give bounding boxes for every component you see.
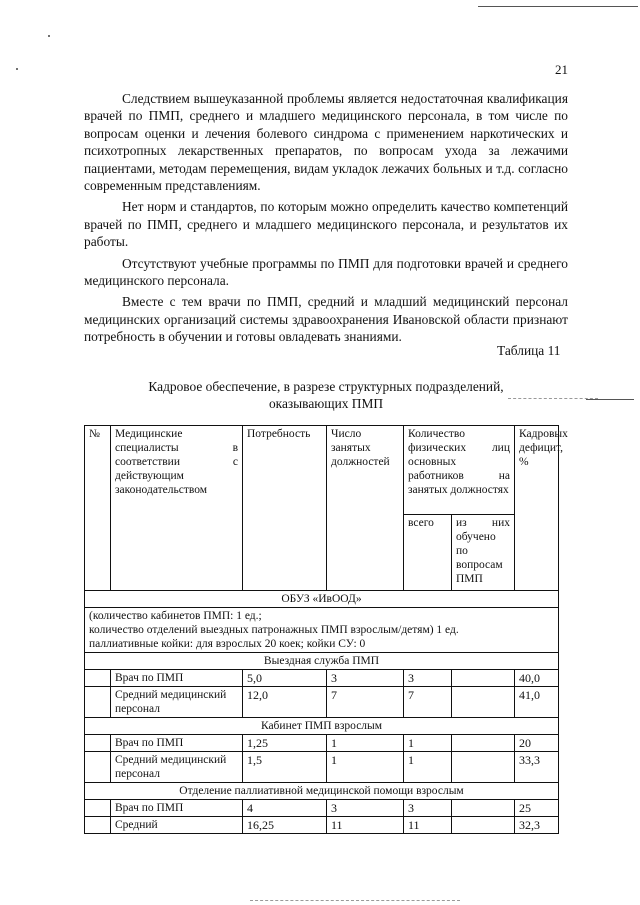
cell-num [85,817,111,834]
cell-specialist: Средний медицинский персонал [111,752,243,783]
table-row [85,687,559,718]
table-row [85,735,559,752]
table-number: Таблица 11 [497,343,561,358]
section-title: Кабинет ПМП взрослым [85,718,559,735]
cell-occupied: 3 [327,670,404,687]
table-caption [84,378,568,412]
section-title: Отделение паллиативной медицинской помощи взрослым [85,783,559,800]
cell-num [85,670,111,687]
organization-detail-line: (количество кабинетов ПМП: 1 ед.; [89,610,262,622]
header-num: № [85,426,111,591]
cell-trained [452,752,515,783]
header-occupied: Число занятых должностей [327,426,404,591]
header-specialists: Медицинские специалисты в соответствии с действующим законодательством [111,426,243,591]
cell-trained [452,670,515,687]
table-row [85,800,559,817]
organization-details [85,608,559,653]
scan-speck [48,35,50,37]
cell-need: 12,0 [243,687,327,718]
cell-total: 3 [404,800,452,817]
cell-deficit: 25 [515,800,559,817]
cell-total: 1 [404,735,452,752]
table-row [85,817,559,834]
cell-need: 5,0 [243,670,327,687]
cell-total: 11 [404,817,452,834]
scan-speck [16,68,18,70]
cell-specialist: Врач по ПМП [111,735,243,752]
header-total: всего [404,515,452,591]
cell-trained [452,817,515,834]
cell-occupied: 1 [327,735,404,752]
cell-specialist: Врач по ПМП [111,670,243,687]
staffing-table [84,425,568,834]
header-deficit: Кадровых дефицит, % [515,426,559,591]
cell-specialist: Врач по ПМП [111,800,243,817]
cell-occupied: 7 [327,687,404,718]
cell-num [85,687,111,718]
cell-deficit: 41,0 [515,687,559,718]
paragraph: Нет норм и стандартов, по которым можно определить качество компетенций врачей по ПМП, среднего и младшего медицинского персонала, и результатов их работы. [84,199,568,250]
cell-need: 1,25 [243,735,327,752]
table-caption-line: оказывающих ПМП [268,396,384,411]
paragraph: Вместе с тем врачи по ПМП, средний и младший медицинский персонал медицинских организаций системы здравоохранения Ивановской области признают потребность в обучении и готовы овладевать знаниями. [84,294,568,345]
table-caption-line: Кадровое обеспечение, в разрезе структурных подразделений, [148,379,504,394]
cell-specialist: Средний медицинский персонал [111,687,243,718]
cell-specialist: Средний [111,817,243,834]
cell-trained [452,800,515,817]
organization-detail-line: количество отделений выездных патронажных ПМП взрослым/детям) 1 ед. [89,624,459,636]
cell-num [85,735,111,752]
table-header [85,426,568,591]
cell-occupied: 3 [327,800,404,817]
section-title: Выездная служба ПМП [85,653,559,670]
header-count-group: Количество физических лиц основных работников на занятых должностях [404,426,515,515]
scan-line [586,399,634,400]
cell-deficit: 32,3 [515,817,559,834]
table-body [85,591,559,834]
cell-need: 1,5 [243,752,327,783]
cell-trained [452,735,515,752]
organization-detail-line: паллиативные койки: для взрослых 20 коек; койки СУ: 0 [89,638,366,650]
cell-total: 1 [404,752,452,783]
paragraph: Следствием вышеуказанной проблемы является недостаточная квалификация врачей по ПМП, среднего и младшего медицинского персонала, в том числе по вопросам оценки и лечения болевого синдрома с применением наркотических и психотропных лекарственных препаратов, по вопросам ухода за лежачими пациентами, методам перемещения, видам укладок лежачих больных и т.д. согласно современным представлениям. [84,91,568,194]
cell-deficit: 20 [515,735,559,752]
cell-total: 3 [404,670,452,687]
paragraph: Отсутствуют учебные программы по ПМП для подготовки врачей и среднего медицинского персонала. [84,255,568,289]
cell-total: 7 [404,687,452,718]
cell-occupied: 11 [327,817,404,834]
cell-deficit: 33,3 [515,752,559,783]
header-trained: из них обучено по вопросам ПМП [452,515,515,591]
cell-trained [452,687,515,718]
header-need: Потребность [243,426,327,591]
cell-num [85,800,111,817]
table-row [85,752,559,783]
organization-name: ОБУЗ «ИвООД» [85,591,559,608]
cell-need: 4 [243,800,327,817]
top-scan-line [478,6,638,7]
cell-deficit: 40,0 [515,670,559,687]
body-text [84,90,568,350]
table-row [85,670,559,687]
cell-occupied: 1 [327,752,404,783]
bottom-scan-noise [250,900,460,901]
page-number: 21 [555,62,568,77]
cell-num [85,752,111,783]
cell-need: 16,25 [243,817,327,834]
